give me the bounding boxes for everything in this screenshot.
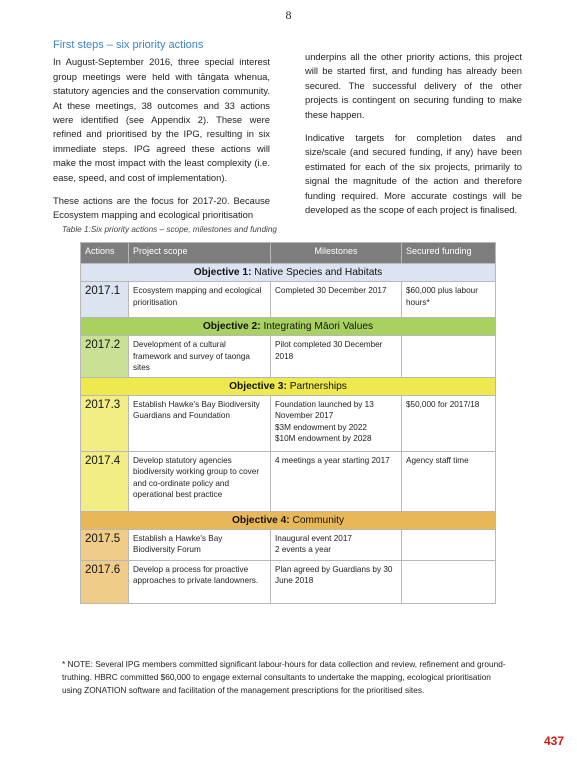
objective-name: Partnerships bbox=[286, 380, 347, 392]
milestone: 4 meetings a year starting 2017 bbox=[275, 455, 390, 465]
paragraph: Indicative targets for completion dates and size/scale (and secured funding, if any) have been estimated for each of the six projects, primarily to signal the magnitude of the action and therefore funding required. More accurate costings will be developed as the scope of each project is finalised. bbox=[305, 132, 522, 216]
paragraph: underpins all the other priority actions, this project will be started first, and funding has already been secured. The successful delivery of the other projects is contingent on securing funding to make these happen. bbox=[305, 51, 522, 120]
objective-label: Objective 1: bbox=[193, 267, 252, 278]
objective-row bbox=[81, 318, 496, 336]
milestone: $10M endowment by 2028 bbox=[275, 434, 372, 443]
project-scope: Development of a cultural framework and survey of taonga sites bbox=[129, 336, 271, 378]
objective-name: Community bbox=[289, 514, 345, 526]
milestones bbox=[271, 560, 402, 603]
table-header-row bbox=[81, 243, 496, 264]
section-heading: First steps – six priority actions bbox=[53, 39, 204, 51]
milestone: Inaugural event 2017 bbox=[275, 533, 352, 543]
table-row bbox=[81, 529, 496, 560]
milestones bbox=[271, 395, 402, 451]
table-row bbox=[81, 560, 496, 603]
footnote: * NOTE: Several IPG members committed significant labour-hours for data collection and review, refinement and ground-truthing. HBRC committed $60,000 to engage external consultants to undertake the mapping, ecological prioritisation using ZONATION software and facilitation of the management prescriptions for the prioritised sites. bbox=[62, 659, 506, 695]
milestones bbox=[271, 282, 402, 318]
action-number: 2017.6 bbox=[81, 560, 129, 603]
secured-funding bbox=[402, 336, 496, 378]
project-scope: Ecosystem mapping and ecological prioritisation bbox=[129, 282, 271, 318]
secured-funding bbox=[402, 560, 496, 603]
secured-funding: $60,000 plus labour hours* bbox=[402, 282, 496, 318]
objective-row bbox=[81, 377, 496, 395]
objective-label: Objective 3: bbox=[229, 380, 287, 392]
right-column bbox=[305, 50, 522, 226]
objective-label: Objective 2: bbox=[202, 321, 261, 332]
table-row bbox=[81, 395, 496, 451]
table-row bbox=[81, 282, 496, 318]
left-column bbox=[53, 38, 270, 232]
objective-row bbox=[81, 511, 496, 529]
page-number: 8 bbox=[285, 8, 292, 22]
objective-name: Native Species and Habitats bbox=[251, 267, 383, 278]
paragraph: These actions are the focus for 2017-20. Because Ecosystem mapping and ecological prioritisation bbox=[53, 195, 270, 221]
table-row bbox=[81, 336, 496, 378]
milestones bbox=[271, 529, 402, 560]
action-number: 2017.2 bbox=[81, 336, 129, 378]
secured-funding: Agency staff time bbox=[402, 451, 496, 511]
objective-name: Integrating Māori Values bbox=[260, 321, 374, 332]
secured-funding bbox=[402, 529, 496, 560]
project-scope: Establish a Hawke's Bay Biodiversity Forum bbox=[129, 529, 271, 560]
milestone: $3M endowment by 2022 bbox=[275, 422, 367, 432]
document-number: 437 bbox=[544, 734, 565, 748]
objective-row bbox=[81, 264, 496, 282]
paragraph: In August-September 2016, three special interest group meetings were held with tāngata whenua, statutory agencies and the conservation community. At these meetings, 38 outcomes and 33 actions were identified (see Appendix 2). These were refined and prioritised by the IPG, resulting in six immediate steps. IPG agreed these actions will make the most impact with the least complexity (i.e. ease, speed, and cost of implementation). bbox=[53, 56, 270, 183]
action-number: 2017.3 bbox=[81, 395, 129, 451]
milestone: Pilot completed 30 December 2018 bbox=[275, 340, 383, 361]
milestones bbox=[271, 336, 402, 378]
priority-actions-table bbox=[80, 242, 496, 604]
header-milestones: Milestones bbox=[271, 243, 402, 264]
action-number: 2017.4 bbox=[81, 451, 129, 511]
objective-label: Objective 4: bbox=[231, 514, 290, 526]
header-actions: Actions bbox=[81, 243, 129, 264]
project-scope: Establish Hawke's Bay Biodiversity Guardians and Foundation bbox=[129, 395, 271, 451]
secured-funding: $50,000 for 2017/18 bbox=[402, 395, 496, 451]
milestone: Plan agreed by Guardians by 30 June 2018 bbox=[275, 564, 393, 585]
milestone: Completed 30 December 2017 bbox=[275, 286, 387, 295]
table-caption: Table 1:Six priority actions – scope, milestones and funding bbox=[62, 225, 277, 234]
milestone: Foundation launched by 13 November 2017 bbox=[275, 399, 374, 420]
action-number: 2017.5 bbox=[81, 529, 129, 560]
project-scope: Develop a process for proactive approaches to private landowners. bbox=[129, 560, 271, 603]
header-scope: Project scope bbox=[129, 243, 271, 264]
milestone: 2 events a year bbox=[275, 545, 331, 554]
action-number: 2017.1 bbox=[81, 282, 129, 318]
table-row bbox=[81, 451, 496, 511]
milestones bbox=[271, 451, 402, 511]
project-scope: Develop statutory agencies biodiversity working group to cover and co-ordinate policy and operational best practice bbox=[129, 451, 271, 511]
header-funding: Secured funding bbox=[402, 243, 496, 264]
